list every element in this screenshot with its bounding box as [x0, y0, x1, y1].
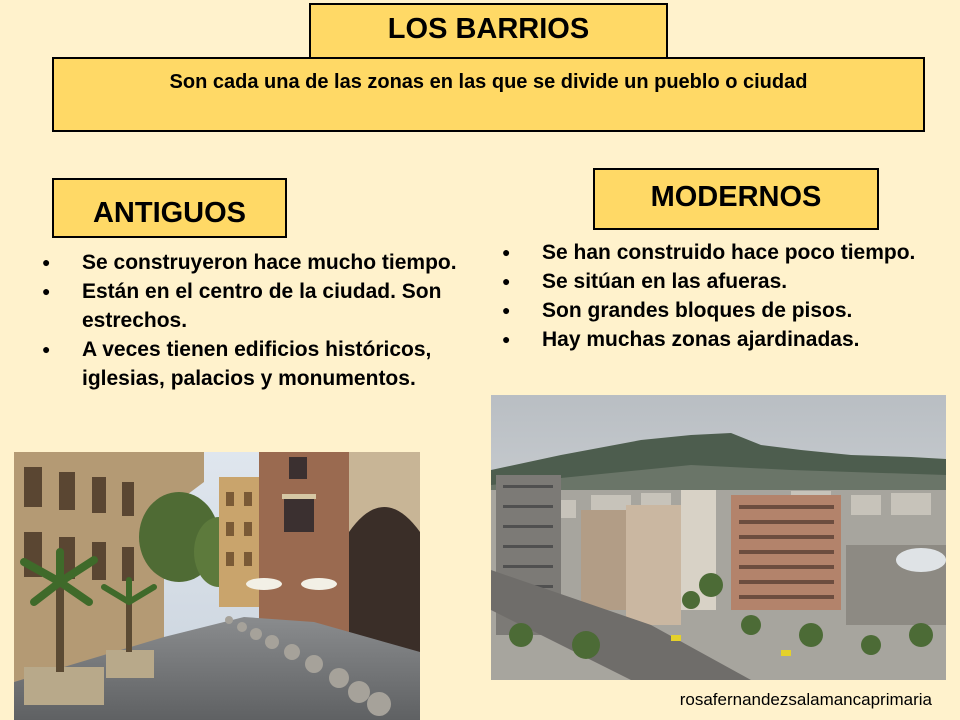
old-quarter-photo [14, 452, 420, 720]
antiguos-list [42, 248, 462, 393]
modernos-list [502, 238, 922, 354]
list-item: ● Se construyeron hace mucho tiempo. [42, 248, 462, 277]
antiguos-heading: ANTIGUOS [52, 178, 287, 238]
slide-title: LOS BARRIOS [309, 3, 668, 59]
modernos-heading: MODERNOS [593, 168, 879, 230]
definition-box: Son cada una de las zonas en las que se divide un pueblo o ciudad [52, 57, 925, 132]
list-item: ● Hay muchas zonas ajardinadas. [502, 325, 922, 354]
list-item: ● A veces tienen edificios históricos, iglesias, palacios y monumentos. [42, 335, 462, 393]
list-item: ● Son grandes bloques de pisos. [502, 296, 922, 325]
modern-quarter-photo [491, 395, 946, 680]
list-item: ● Se han construido hace poco tiempo. [502, 238, 922, 267]
list-item: ● Se sitúan en las afueras. [502, 267, 922, 296]
credit-text: rosafernandezsalamancaprimaria [679, 690, 932, 709]
list-item: ● Están en el centro de la ciudad. Son estrechos. [42, 277, 462, 335]
